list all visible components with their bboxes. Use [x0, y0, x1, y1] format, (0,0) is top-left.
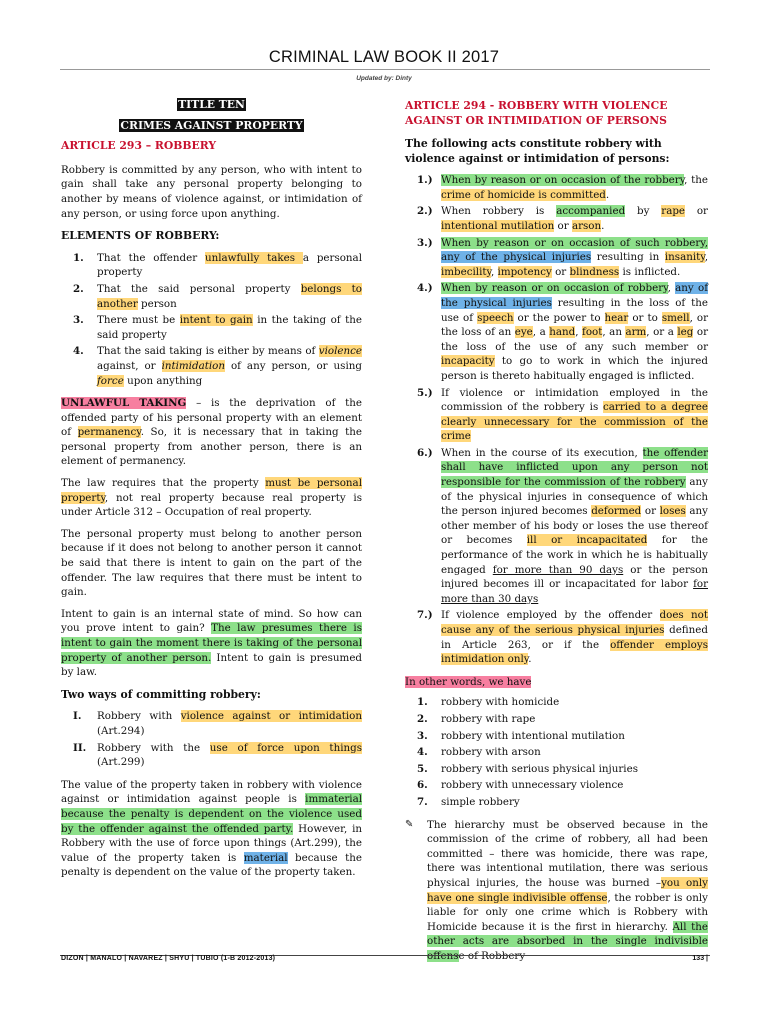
page-title: CRIMINAL LAW BOOK II 2017 [268, 48, 500, 66]
list-item: 1. robbery with homicide [417, 696, 560, 709]
personal-property-paragraph: The personal property must belong to another person because if it does not belong to another person it cannot be said that there is intent to gain on the part of the offender. The law requires that there must be intent to gain. [61, 527, 362, 599]
act-item: 2.) When robbery is accompanied by rape or intentional mutilation or arson. [417, 205, 708, 232]
list-item: 5. robbery with serious physical injuries [417, 762, 638, 775]
act-item: 6.) When in the course of its execution, the offender shall have inflicted upon any person not responsible for the commission of the robbery any of the physical injuries in consequence of which the person injured becomes deformed or loses any other member of his body or loses the use thereof or becomes ill or incapacitated for the performance of the work in which he is habitually engaged for more than 90 days or the person injured becomes ill or incapacitated for labor for more than 30 days [417, 446, 708, 605]
acts-intro: The following acts constitute robbery with violence against or intimidation of persons: [405, 137, 670, 165]
act-item: 1.) When by reason or on occasion of the robbery, the crime of homicide is committed. [417, 174, 708, 201]
right-column [405, 96, 708, 963]
page-number: 133 | [692, 955, 708, 962]
list-item: 2. robbery with rape [417, 712, 536, 725]
act-item: 7.) If violence employed by the offender does not cause any of the serious physical injuries defined in Article 263, or if the offender employs intimidation only. [417, 609, 708, 666]
list-item: 6. robbery with unnecessary violence [417, 779, 624, 792]
title-ten-heading: TITLE TEN [178, 98, 245, 111]
ways-list [61, 709, 362, 769]
two-ways-heading: Two ways of committing robbery: [61, 687, 261, 701]
way-item: II. Robbery with the use of force upon things (Art.299) [73, 741, 363, 769]
list-item: 7. simple robbery [417, 795, 520, 808]
article-293-heading: ARTICLE 293 – ROBBERY [61, 139, 217, 153]
footer-authors: DIZON | MANALO | NAVAREZ | SHYU | TUBIO (1-B 2012-2013) [61, 955, 276, 962]
updated-by: Updated by: Dinty [356, 75, 412, 82]
elements-list [61, 251, 362, 388]
feather-bullet-icon: ✎ [405, 818, 414, 830]
acts-list [405, 173, 708, 667]
element-item: 4. That the said taking is either by means of violence against, or intimidation of any person, or using force upon anything [73, 345, 362, 387]
elements-heading: ELEMENTS OF ROBBERY: [61, 229, 220, 243]
crimes-against-property-heading: CRIMES AGAINST PROPERTY [120, 118, 303, 132]
list-item: 3. robbery with intentional mutilation [417, 729, 625, 742]
value-of-property-paragraph: The value of the property taken in robbery with violence against or intimidation against people is immaterial because the penalty is dependent on the violence used by the offender against the offended party. However, in Robbery with the use of force upon things (Art.299), the value of the property taken is material because the penalty is dependent on the value of the property taken. [61, 778, 362, 879]
act-item: 3.) When by reason or on occasion of such robbery, any of the physical injuries resulting in insanity, imbecility, impotency or blindness is inflicted. [417, 236, 709, 278]
hierarchy-paragraph: ✎ The hierarchy must be observed because in the commission of the crime of robbery, all had been committed – there was homicide, there was rape, there was intentional mutilation, there was serious physical injuries, the house was burned –you only have one single indivisible offense, the robber is only liable for only one crime which is Robbery with Homicide because it is the first in hierarchy. All the other acts are absorbed in the single indivisible [405, 818, 708, 964]
act-item: 5.) If violence or intimidation employed in the commission of the robbery is carried to a degree clearly unnecessary for the commission of the crime [417, 386, 708, 443]
element-item: 3. There must be intent to gain in the taking of the said property [73, 314, 363, 341]
unlawful-taking-paragraph: UNLAWFUL TAKING – is the deprivation of the offended party of his personal property with an element of permanency. So, it is necessary that in taking the personal property from another person, there is an element of permanency. [61, 397, 362, 468]
left-column [61, 96, 362, 887]
robbery-types-list [405, 695, 708, 809]
element-item: 1. That the offender unlawfully takes a personal property [73, 251, 362, 279]
law-requires-paragraph: The law requires that the property must be personal property, not real property because real property is under Article 312 – Occupation of real property. [61, 477, 362, 519]
element-item: 2. That the said personal property belongs to another person [73, 282, 363, 310]
in-other-words: In other words, we have [405, 675, 532, 688]
intent-to-gain-paragraph: Intent to gain is an internal state of mind. So how can you prove intent to gain? The law presumes there is intent to gain the moment there is taking of the personal property of another person. Intent to gain is presumed by law. [61, 607, 363, 679]
robbery-definition: Robbery is committed by any person, who with intent to gain shall take any personal property belonging to another by means of violence against, or intimidation of any person, or using force upon anything. [61, 163, 362, 220]
list-item: 4. robbery with arson [417, 746, 541, 759]
article-294-heading: ARTICLE 294 - ROBBERY WITH VIOLENCE AGAINST OR INTIMIDATION OF PERSONS [405, 99, 668, 127]
title-divider [60, 69, 710, 70]
way-item: I. Robbery with violence against or intimidation (Art.294) [73, 710, 362, 737]
act-item: 4.) When by reason or on occasion of robbery, any of the physical injuries resulting in the loss of the use of speech or the power to hear or to smell, or the loss of an eye, a hand, foot, an arm, or a leg or the loss of the use of any such member or incapacity to go to work in which the injured person is thereto habitually engaged is inflicted. [417, 282, 709, 382]
